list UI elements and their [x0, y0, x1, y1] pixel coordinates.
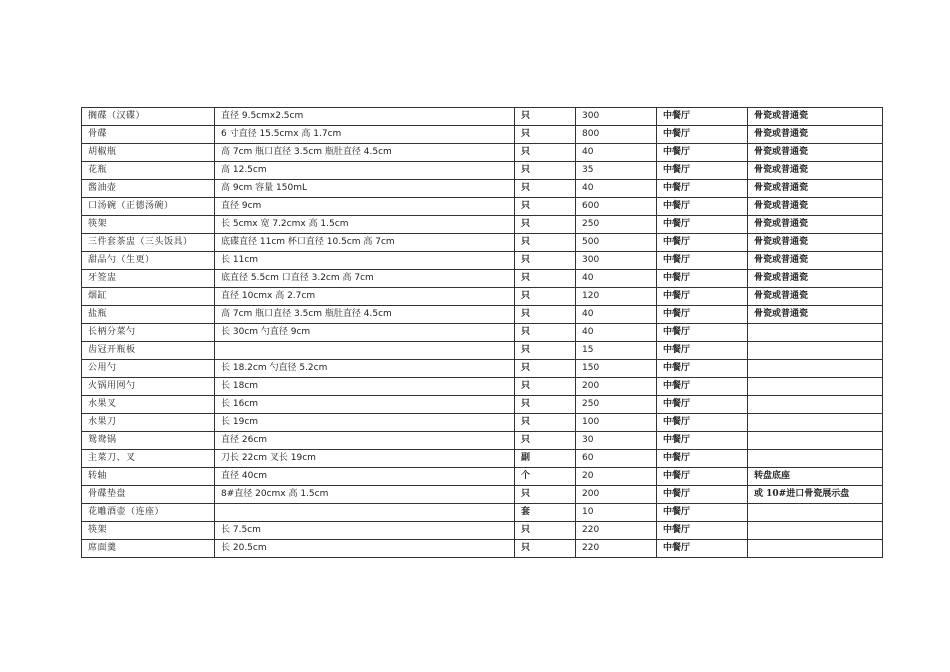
table-row	[82, 414, 883, 432]
quantity-cell: 220	[576, 540, 657, 558]
unit-cell: 只	[515, 288, 576, 306]
department-cell: 中餐厅	[657, 486, 748, 504]
table-row	[82, 216, 883, 234]
note-cell: 骨瓷或普通瓷	[748, 270, 883, 288]
quantity-cell: 100	[576, 414, 657, 432]
note-cell: 骨瓷或普通瓷	[748, 234, 883, 252]
table-row	[82, 540, 883, 558]
note-cell: 骨瓷或普通瓷	[748, 288, 883, 306]
department-cell: 中餐厅	[657, 108, 748, 126]
spec-cell: 长 19cm	[215, 414, 515, 432]
department-cell: 中餐厅	[657, 324, 748, 342]
department-cell: 中餐厅	[657, 522, 748, 540]
table-row	[82, 360, 883, 378]
quantity-cell: 250	[576, 216, 657, 234]
department-cell: 中餐厅	[657, 198, 748, 216]
quantity-cell: 20	[576, 468, 657, 486]
quantity-cell: 60	[576, 450, 657, 468]
quantity-cell: 600	[576, 198, 657, 216]
unit-cell: 只	[515, 234, 576, 252]
unit-cell: 只	[515, 522, 576, 540]
item-name-cell: 火锅用网勺	[82, 378, 215, 396]
quantity-cell: 40	[576, 270, 657, 288]
item-name-cell: 搁碟（汉碟）	[82, 108, 215, 126]
table-row	[82, 306, 883, 324]
table-row	[82, 198, 883, 216]
inventory-table-body	[82, 108, 883, 558]
department-cell: 中餐厅	[657, 180, 748, 198]
note-cell: 骨瓷或普通瓷	[748, 198, 883, 216]
department-cell: 中餐厅	[657, 234, 748, 252]
quantity-cell: 30	[576, 432, 657, 450]
item-name-cell: 鸳鸯锅	[82, 432, 215, 450]
spec-cell: 直径 40cm	[215, 468, 515, 486]
unit-cell: 只	[515, 432, 576, 450]
spec-cell: 6 寸直径 15.5cmx 高 1.7cm	[215, 126, 515, 144]
table-row	[82, 342, 883, 360]
item-name-cell: 酱油壶	[82, 180, 215, 198]
item-name-cell: 筷架	[82, 216, 215, 234]
spec-cell: 直径 26cm	[215, 432, 515, 450]
quantity-cell: 150	[576, 360, 657, 378]
item-name-cell: 盐瓶	[82, 306, 215, 324]
item-name-cell: 胡椒瓶	[82, 144, 215, 162]
item-name-cell: 席面羹	[82, 540, 215, 558]
unit-cell: 只	[515, 108, 576, 126]
item-name-cell: 烟缸	[82, 288, 215, 306]
unit-cell: 只	[515, 162, 576, 180]
note-cell	[748, 522, 883, 540]
note-cell: 骨瓷或普通瓷	[748, 216, 883, 234]
spec-cell	[215, 342, 515, 360]
note-cell: 转盘底座	[748, 468, 883, 486]
item-name-cell: 牙签盅	[82, 270, 215, 288]
quantity-cell: 40	[576, 306, 657, 324]
note-cell	[748, 378, 883, 396]
unit-cell: 只	[515, 342, 576, 360]
unit-cell: 副	[515, 450, 576, 468]
item-name-cell: 骨碟垫盘	[82, 486, 215, 504]
table-row	[82, 396, 883, 414]
unit-cell: 只	[515, 270, 576, 288]
quantity-cell: 15	[576, 342, 657, 360]
note-cell	[748, 342, 883, 360]
spec-cell: 刀长 22cm 叉长 19cm	[215, 450, 515, 468]
note-cell	[748, 360, 883, 378]
note-cell	[748, 540, 883, 558]
item-name-cell: 齿冠开瓶板	[82, 342, 215, 360]
spec-cell: 高 7cm 瓶口直径 3.5cm 瓶肚直径 4.5cm	[215, 144, 515, 162]
table-row	[82, 486, 883, 504]
item-name-cell: 转轴	[82, 468, 215, 486]
unit-cell: 只	[515, 306, 576, 324]
department-cell: 中餐厅	[657, 540, 748, 558]
quantity-cell: 40	[576, 324, 657, 342]
note-cell	[748, 450, 883, 468]
item-name-cell: 公用勺	[82, 360, 215, 378]
quantity-cell: 500	[576, 234, 657, 252]
note-cell: 骨瓷或普通瓷	[748, 162, 883, 180]
quantity-cell: 10	[576, 504, 657, 522]
spec-cell: 长 20.5cm	[215, 540, 515, 558]
table-row	[82, 144, 883, 162]
note-cell	[748, 504, 883, 522]
spec-cell: 长 30cm 勺直径 9cm	[215, 324, 515, 342]
item-name-cell: 水果叉	[82, 396, 215, 414]
quantity-cell: 300	[576, 252, 657, 270]
table-row	[82, 522, 883, 540]
department-cell: 中餐厅	[657, 126, 748, 144]
spec-cell: 直径 9.5cmx2.5cm	[215, 108, 515, 126]
note-cell: 骨瓷或普通瓷	[748, 180, 883, 198]
table-row	[82, 504, 883, 522]
note-cell: 骨瓷或普通瓷	[748, 252, 883, 270]
note-cell: 或 10#进口骨瓷展示盘	[748, 486, 883, 504]
quantity-cell: 220	[576, 522, 657, 540]
spec-cell: 直径 10cmx 高 2.7cm	[215, 288, 515, 306]
item-name-cell: 花雕酒壶（连座）	[82, 504, 215, 522]
item-name-cell: 三件套茶盅（三头饭具）	[82, 234, 215, 252]
department-cell: 中餐厅	[657, 216, 748, 234]
item-name-cell: 甜品勺（生更）	[82, 252, 215, 270]
unit-cell: 只	[515, 540, 576, 558]
spec-cell: 高 7cm 瓶口直径 3.5cm 瓶肚直径 4.5cm	[215, 306, 515, 324]
unit-cell: 只	[515, 486, 576, 504]
unit-cell: 只	[515, 360, 576, 378]
unit-cell: 只	[515, 180, 576, 198]
unit-cell: 只	[515, 324, 576, 342]
quantity-cell: 35	[576, 162, 657, 180]
item-name-cell: 筷架	[82, 522, 215, 540]
table-row	[82, 270, 883, 288]
spec-cell: 直径 9cm	[215, 198, 515, 216]
spec-cell: 长 16cm	[215, 396, 515, 414]
table-row	[82, 252, 883, 270]
table-row	[82, 432, 883, 450]
spec-cell: 长 7.5cm	[215, 522, 515, 540]
inventory-table	[81, 107, 883, 558]
department-cell: 中餐厅	[657, 306, 748, 324]
quantity-cell: 300	[576, 108, 657, 126]
table-row	[82, 162, 883, 180]
item-name-cell: 长柄分菜勺	[82, 324, 215, 342]
note-cell: 骨瓷或普通瓷	[748, 144, 883, 162]
table-row	[82, 180, 883, 198]
table-row	[82, 324, 883, 342]
spec-cell: 高 12.5cm	[215, 162, 515, 180]
table-row	[82, 288, 883, 306]
quantity-cell: 200	[576, 486, 657, 504]
department-cell: 中餐厅	[657, 342, 748, 360]
spec-cell: 长 18.2cm 勺直径 5.2cm	[215, 360, 515, 378]
unit-cell: 只	[515, 216, 576, 234]
spec-cell: 底直径 5.5cm 口直径 3.2cm 高 7cm	[215, 270, 515, 288]
department-cell: 中餐厅	[657, 396, 748, 414]
unit-cell: 只	[515, 198, 576, 216]
department-cell: 中餐厅	[657, 144, 748, 162]
table-row	[82, 108, 883, 126]
unit-cell: 只	[515, 414, 576, 432]
spec-cell: 8#直径 20cmx 高 1.5cm	[215, 486, 515, 504]
department-cell: 中餐厅	[657, 432, 748, 450]
spec-cell: 高 9cm 容量 150mL	[215, 180, 515, 198]
department-cell: 中餐厅	[657, 288, 748, 306]
department-cell: 中餐厅	[657, 468, 748, 486]
quantity-cell: 40	[576, 144, 657, 162]
note-cell	[748, 414, 883, 432]
spec-cell	[215, 504, 515, 522]
unit-cell: 只	[515, 396, 576, 414]
quantity-cell: 800	[576, 126, 657, 144]
note-cell	[748, 324, 883, 342]
spec-cell: 底碟直径 11cm 杯口直径 10.5cm 高 7cm	[215, 234, 515, 252]
note-cell	[748, 396, 883, 414]
note-cell	[748, 432, 883, 450]
spec-cell: 长 5cmx 宽 7.2cmx 高 1.5cm	[215, 216, 515, 234]
note-cell: 骨瓷或普通瓷	[748, 126, 883, 144]
quantity-cell: 200	[576, 378, 657, 396]
department-cell: 中餐厅	[657, 252, 748, 270]
item-name-cell: 花瓶	[82, 162, 215, 180]
department-cell: 中餐厅	[657, 504, 748, 522]
unit-cell: 个	[515, 468, 576, 486]
item-name-cell: 口汤碗（正德汤碗）	[82, 198, 215, 216]
quantity-cell: 40	[576, 180, 657, 198]
note-cell: 骨瓷或普通瓷	[748, 306, 883, 324]
unit-cell: 只	[515, 378, 576, 396]
table-row	[82, 126, 883, 144]
unit-cell: 只	[515, 126, 576, 144]
unit-cell: 只	[515, 252, 576, 270]
quantity-cell: 120	[576, 288, 657, 306]
unit-cell: 只	[515, 144, 576, 162]
department-cell: 中餐厅	[657, 270, 748, 288]
item-name-cell: 主菜刀、叉	[82, 450, 215, 468]
spec-cell: 长 11cm	[215, 252, 515, 270]
quantity-cell: 250	[576, 396, 657, 414]
table-row	[82, 468, 883, 486]
item-name-cell: 水果刀	[82, 414, 215, 432]
spec-cell: 长 18cm	[215, 378, 515, 396]
table-row	[82, 450, 883, 468]
table-row	[82, 234, 883, 252]
department-cell: 中餐厅	[657, 162, 748, 180]
department-cell: 中餐厅	[657, 360, 748, 378]
department-cell: 中餐厅	[657, 378, 748, 396]
item-name-cell: 骨碟	[82, 126, 215, 144]
note-cell: 骨瓷或普通瓷	[748, 108, 883, 126]
table-row	[82, 378, 883, 396]
department-cell: 中餐厅	[657, 450, 748, 468]
department-cell: 中餐厅	[657, 414, 748, 432]
unit-cell: 套	[515, 504, 576, 522]
